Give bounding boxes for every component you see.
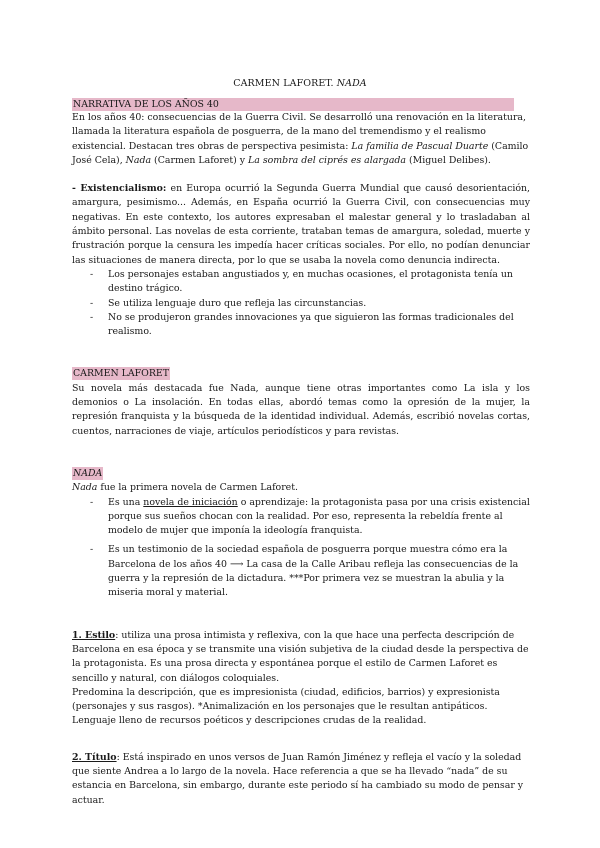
heading-laforet: CARMEN LAFORET <box>73 368 169 380</box>
title-italic: NADA <box>336 78 367 89</box>
titulo-label: 2. Título <box>72 751 117 763</box>
work-title: La familia de Pascual Duarte <box>351 140 489 152</box>
estilo-paragraph-3: Lenguaje lleno de recursos poéticos y descripciones crudas de la realidad. <box>72 715 427 727</box>
document-body <box>72 98 530 808</box>
section-nada <box>72 467 530 601</box>
existencialismo-label: - Existencialismo: <box>72 183 167 195</box>
nada-intro: Nada fue la primera novela de Carmen Laforet. <box>72 482 298 494</box>
title-text: CARMEN LAFORET. <box>233 78 337 89</box>
existencialismo-list <box>72 268 530 339</box>
section-titulo <box>72 751 530 808</box>
narrativa-paragraph: En los años 40: consecuencias de la Guerra Civil. Se desarrolló una renovación en la literatura, llamada la literatura española de posguerra, de la mano del tremendismo y el realismo existencial. Destacan tres obras de perspectiva pesimista: La familia de Pascual Duarte (Camilo José Cela), Nada (Carmen Laforet) y La sombra del ciprés es alargada (Miguel Delibes). <box>72 112 529 166</box>
estilo-label: 1. Estilo <box>72 629 116 641</box>
document-title <box>0 78 600 89</box>
estilo-paragraph-2: Predomina la descripción, que es impresionista (ciudad, edificios, barrios) y expresionista (personajes y sus rasgos). *Animalización en los personajes que le resultan antipáticos. <box>72 686 500 713</box>
work-title: Nada <box>125 154 152 166</box>
section-estilo <box>72 629 530 729</box>
list-item: - Los personajes estaban angustiados y, en muchas ocasiones, el protagonista tenía un destino trágico. <box>72 268 530 297</box>
nada-list <box>72 496 530 601</box>
section-narrativa <box>72 98 530 339</box>
titulo-paragraph: 2. Título: Está inspirado en unos versos de Juan Ramón Jiménez y refleja el vacío y la soledad que siente Andrea a lo largo de la novela. Hace referencia a que se ha llevado “nada” de su estancia en Barcelona, sin embargo, durante este periodo sí ha cambiado su modo de pensar y actuar. <box>72 751 524 806</box>
arrow-icon: ⟶ <box>229 558 244 570</box>
heading-narrativa: NARRATIVA DE LOS AÑOS 40 <box>72 98 514 111</box>
underlined-term: novela de iniciación <box>143 496 238 508</box>
list-item: - Es un testimonio de la sociedad española de posguerra porque muestra cómo era la Barcelona de los años 40 ⟶ La casa de la Calle Aribau refleja las consecuencias de la guerra y la represión de la dictadura. ***Por primera vez se muestran la abulia y la miseria moral y material. <box>72 543 530 600</box>
laforet-paragraph: Su novela más destacada fue Nada, aunque tiene otras importantes como La isla y los demonios o La insolación. En todas ellas, abordó temas como la opresión de la mujer, la represión franquista y la búsqueda de la identidad individual. Además, escribió novelas cortas, cuentos, narraciones de viaje, artículos periodísticos y para revistas. <box>72 382 530 437</box>
work-title: La sombra del ciprés es alargada <box>248 154 407 166</box>
list-item: - No se produjeron grandes innovaciones ya que siguieron las formas tradicionales del realismo. <box>72 311 530 340</box>
list-item: - Se utiliza lenguaje duro que refleja las circunstancias. <box>72 297 530 311</box>
section-laforet <box>72 367 530 438</box>
estilo-paragraph: 1. Estilo: utiliza una prosa intimista y reflexiva, con la que hace una perfecta descripción de Barcelona en esa época y se transmite una visión subjetiva de la ciudad desde la perspectiva de la protagonista. Es una prosa directa y espontánea porque el estilo de Carmen Laforet es sencillo y natural, con diálogos coloquiales. <box>72 629 529 684</box>
existencialismo-paragraph: - Existencialismo: en Europa ocurrió la Segunda Guerra Mundial que causó desorientación, amargura, pesimismo... Además, en España ocurrió la Guerra Civil, con consecuencias muy negativas. En este contexto, los autores expresaban el malestar general y lo trasladaban al ámbito personal. Las novelas de esta corriente, trataban temas de amargura, soledad, muerte y frustración porque la censura les impedía hacer críticas sociales. Por ello, no podían denunciar las situaciones de manera directa, por lo que se usaba la novela como denuncia indirecta. <box>72 183 530 266</box>
heading-nada: NADA <box>73 467 103 479</box>
list-item: - Es una novela de iniciación o aprendizaje: la protagonista pasa por una crisis existencial porque sus sueños chocan con la realidad. Por eso, representa la rebeldía frente al modelo de mujer que imponía la ideología franquista. <box>72 496 530 539</box>
